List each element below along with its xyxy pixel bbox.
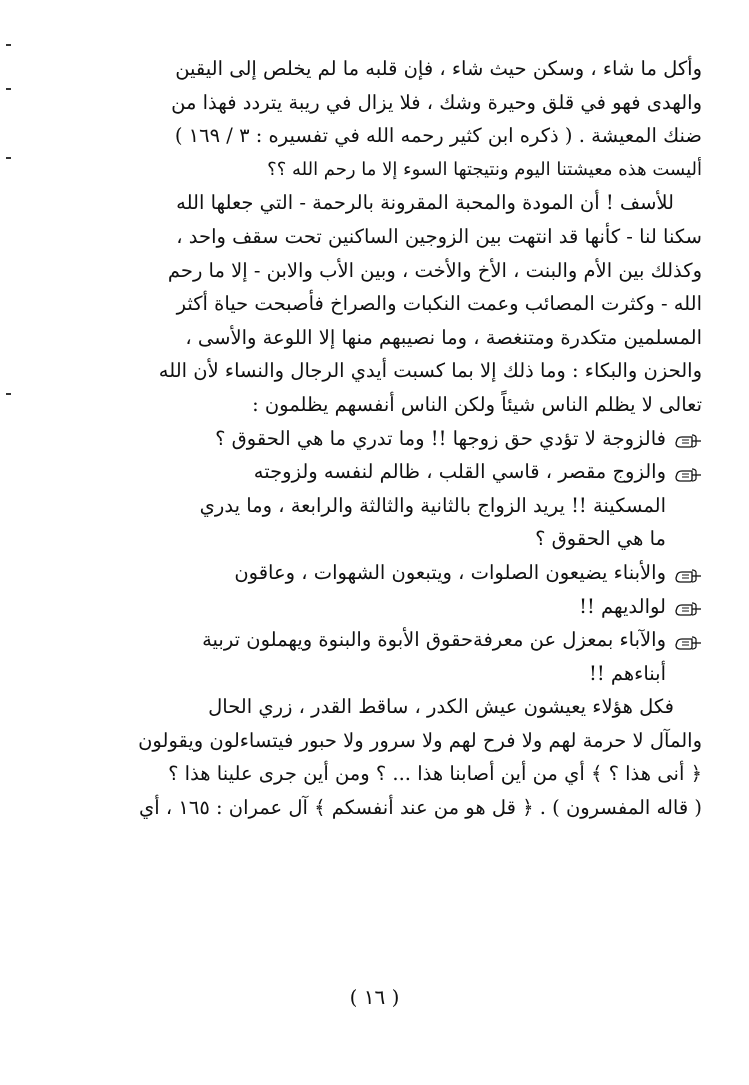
text-line: ضنك المعيشة . ( ذكره ابن كثير رحمه الله في تفسيره : ٣ / ١٦٩ ) bbox=[174, 124, 702, 148]
pointing-hand-icon bbox=[674, 462, 702, 482]
bullet-item bbox=[70, 455, 702, 489]
pointing-hand-icon bbox=[674, 428, 702, 448]
text-line: والمآل لا حرمة لهم ولا فرح لهم ولا سرور ولا حبور فيتساءلون ويقولون bbox=[138, 728, 702, 752]
bullet-item bbox=[70, 623, 702, 657]
text-line: والهدى فهو في قلق وحيرة وشك ، فلا يزال في ريبة يتردد فهذا من bbox=[171, 90, 702, 114]
text-line: الله - وكثرت المصائب وعمت النكبات والصراخ فأصبحت حياة أكثر bbox=[176, 292, 702, 316]
text-line: ﴿ أنى هذا ؟ ﴾ أي من أين أصابنا هذا ... ؟ ومن أين جرى علينا هذا ؟ bbox=[168, 762, 702, 786]
margin-mark bbox=[6, 393, 11, 395]
text-line: والحزن والبكاء : وما ذلك إلا بما كسبت أيدي الرجال والنساء لأن الله bbox=[158, 359, 702, 383]
text-line: المسلمين متكدرة ومتنغصة ، وما نصيبهم منها إلا اللوعة والأسى ، bbox=[185, 325, 702, 349]
bullet-continuation: ما هي الحقوق ؟ bbox=[535, 527, 666, 551]
pointing-hand-icon bbox=[674, 596, 702, 616]
bullet-item bbox=[70, 422, 702, 456]
bullet-continuation: المسكينة !! يريد الزواج بالثانية والثالثة والرابعة ، وما يدري bbox=[199, 493, 666, 517]
text-line: وكذلك بين الأم والبنت ، الأخ والأخت ، وبين الأب والابن - إلا ما رحم bbox=[167, 258, 702, 282]
text-line: ( قاله المفسرون ) . ﴿ قل هو من عند أنفسكم ﴾ آل عمران : ١٦٥ ، أي bbox=[139, 796, 702, 820]
margin-mark bbox=[6, 157, 11, 159]
text-line: وأكل ما شاء ، وسكن حيث شاء ، فإن قلبه ما لم يخلص إلى اليقين bbox=[175, 57, 702, 80]
margin-mark bbox=[6, 88, 11, 90]
text-line: أليست هذه معيشتنا اليوم ونتيجتها السوء إلا ما رحم الله ؟؟ bbox=[267, 158, 702, 180]
bullet-item bbox=[70, 590, 702, 624]
margin-mark bbox=[6, 44, 11, 46]
text-line: للأسف ! أن المودة والمحبة المقرونة بالرحمة - التي جعلها الله bbox=[176, 191, 674, 215]
pointing-hand-icon bbox=[674, 630, 702, 650]
text-line: سكنا لنا - كأنها قد انتهت بين الزوجين الساكنين تحت سقف واحد ، bbox=[176, 224, 702, 248]
bullet-text: والأبناء يضيعون الصلوات ، ويتبعون الشهوات ، وعاقون bbox=[234, 560, 666, 584]
pointing-hand-icon bbox=[674, 563, 702, 583]
bullet-text: والآباء بمعزل عن معرفةحقوق الأبوة والبنوة ويهملون تربية bbox=[202, 628, 666, 652]
text-line: تعالى لا يظلم الناس شيئاً ولكن الناس أنفسهم يظلمون : bbox=[252, 392, 702, 416]
bullet-continuation: أبناءهم !! bbox=[589, 661, 666, 685]
document-page bbox=[70, 52, 702, 825]
bullet-item bbox=[70, 556, 702, 590]
bullet-text: لوالديهم !! bbox=[579, 594, 666, 618]
bullet-text: فالزوجة لا تؤدي حق زوجها !! وما تدري ما هي الحقوق ؟ bbox=[215, 426, 666, 450]
bullet-text: والزوج مقصر ، قاسي القلب ، ظالم لنفسه ولزوجته bbox=[253, 460, 666, 484]
page-number: ( ١٦ ) bbox=[349, 985, 400, 1009]
text-line: فكل هؤلاء يعيشون عيش الكدر ، ساقط القدر ، زري الحال bbox=[208, 695, 674, 719]
